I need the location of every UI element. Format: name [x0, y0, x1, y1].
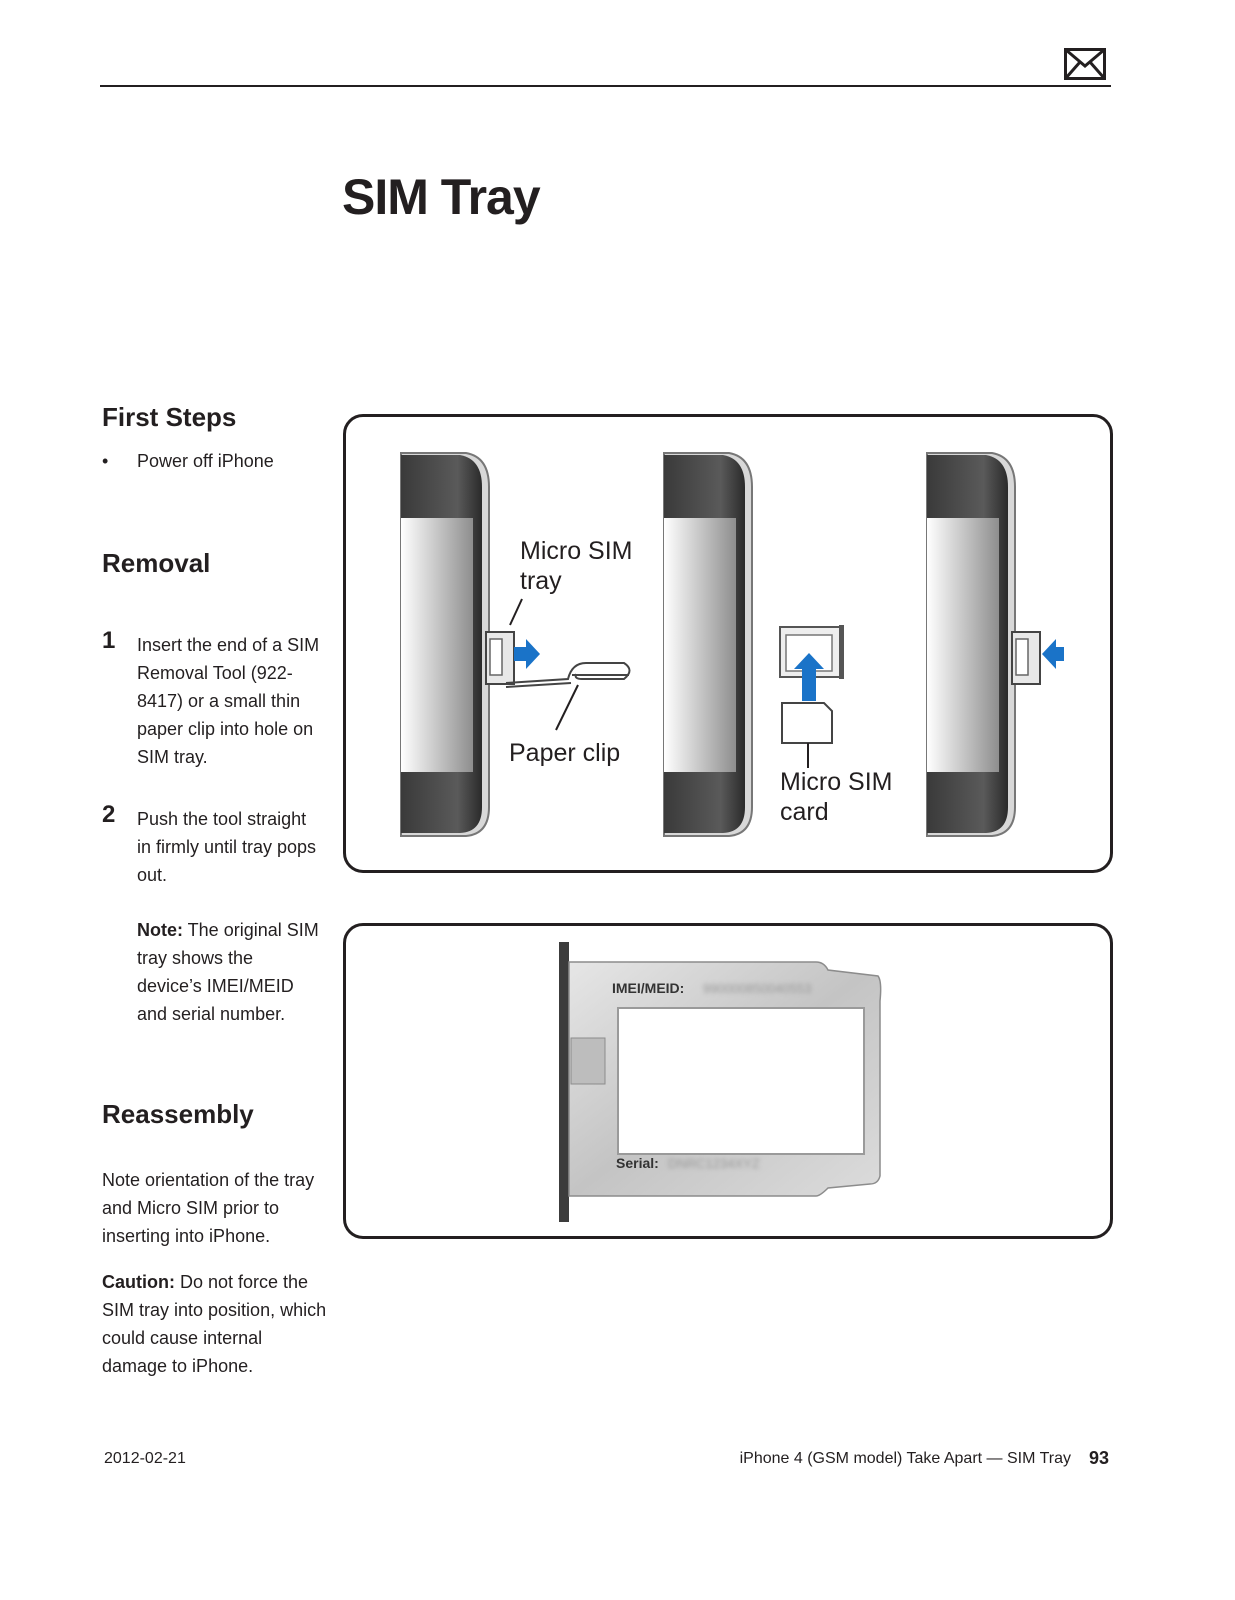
- micro-sim-card-shape: [782, 703, 832, 743]
- removal-note: [137, 916, 322, 1028]
- sim-removal-diagram: [343, 414, 1113, 873]
- first-steps-heading: First Steps: [102, 402, 237, 432]
- callout-micro-sim-card-line1: Micro SIM: [780, 768, 893, 796]
- footer-date: 2012-02-21: [104, 1450, 186, 1467]
- footer-doc-title: iPhone 4 (GSM model) Take Apart — SIM Tray: [739, 1450, 1071, 1467]
- removal-heading: Removal: [102, 548, 211, 578]
- imei-value: 990000850040553: [703, 981, 812, 996]
- page-title: SIM Tray: [342, 169, 540, 225]
- envelope-icon[interactable]: [1064, 48, 1106, 80]
- header-rule: [100, 85, 1111, 87]
- arrow-in-icon: [1042, 639, 1064, 669]
- callout-paper-clip: Paper clip: [509, 739, 621, 767]
- step-text: Push the tool straight in firmly until tray pops out.: [137, 809, 317, 885]
- reassembly-heading: Reassembly: [102, 1099, 254, 1129]
- sim-tray-photo: [343, 923, 1113, 1239]
- sim-tray-illustration: [346, 926, 1110, 1236]
- caution-text: Do not force the SIM tray into position, which could cause internal damage to iPhone.: [102, 1272, 327, 1376]
- caution-label: Caution:: [102, 1272, 175, 1292]
- imei-label: IMEI/MEID:: [612, 980, 685, 996]
- serial-label: Serial:: [616, 1155, 659, 1171]
- diagram-illustration: [346, 417, 1110, 870]
- step-number: 1: [102, 627, 116, 654]
- bullet: •: [102, 451, 109, 471]
- step-number: 2: [102, 801, 116, 828]
- arrow-out-icon: [514, 639, 540, 669]
- page-number: 93: [1089, 1448, 1110, 1468]
- callout-micro-sim-tray-line2: tray: [520, 567, 562, 595]
- caution-note: [102, 1268, 327, 1380]
- callout-micro-sim-tray-line1: Micro SIM: [520, 537, 633, 565]
- iphone-side-3: [927, 453, 1040, 836]
- step-text: Insert the end of a SIM Removal Tool (922-8417) or a small thin paper clip into hole on SIM tray.: [137, 635, 320, 767]
- list-item-text: Power off iPhone: [137, 451, 274, 471]
- paper-clip-shape: [506, 663, 630, 687]
- note-label: Note:: [137, 920, 183, 940]
- note-text: The original SIM tray shows the device’s IMEI/MEID and serial number.: [137, 920, 319, 1024]
- reassembly-text: Note orientation of the tray and Micro SIM prior to inserting into iPhone.: [102, 1170, 315, 1246]
- iphone-side-1: [401, 453, 514, 836]
- iphone-side-2: [664, 453, 752, 836]
- callout-micro-sim-card-line2: card: [780, 798, 829, 826]
- serial-value: DNRC1234XYZ: [668, 1156, 760, 1171]
